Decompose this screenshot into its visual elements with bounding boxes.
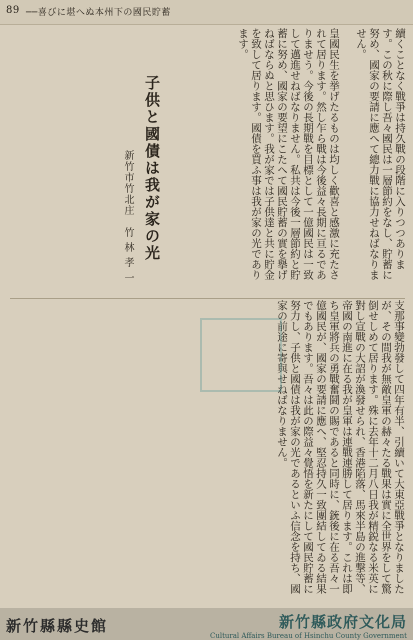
bottom-body-text: 支那事變勃發して四年有半、引續いて大東亞戰爭となりましたが、その間我が無敵皇軍の赫々たる戰果は實に全世界をして驚倒せしめて居ります。殊に去年十二月八日我が精鋭なる米英に對し宣戰の大詔が渙發せられ、香港陷落、馬來半島の進撃等、帝國の南進に在る我が皇軍は連戰連勝して居ります。これは即ち皇軍將兵の勇戰奮鬪の賜であると同時に、銃後に在る吾々一億國民が、國家の要請に應へ、堅忍持久一致團結してゐる結果でもあります。吾々は此の際益々覺悟を新たにして國民貯蓄に努力し、子供と國債は我が家の光であるといふ信念を持ち、國家の前途に寄與せねばなりません。 [276, 300, 405, 594]
page-number: 89 [6, 5, 20, 16]
top-body-text: 皇國民生を挙げたるものは均しく歡喜と感激に充たされて居ります。然し乍ら戰は今後益々長期に亘るでありませう。今後の長期戰を目標として一億國民は一致して邁進せねばなりません。私共は今後一層節約と貯蓄に努め、國家の要望にこたへて國民貯蓄の實を擧げねばならぬと思ひます。我が家では子供達と共に貯金を致して居ります。國債を買ふ事は我が家の光であります。 [237, 28, 340, 280]
running-title: ──喜びに堪へぬ本州下の國民貯蓄 [26, 8, 171, 18]
footer-right-label: 新竹縣政府文化局 [278, 613, 407, 631]
footer-left-label: 新竹縣縣史館 [6, 617, 109, 635]
article-title: 子供と國債は我が家の光 [143, 75, 161, 262]
right-body-text: 續くことなく戰爭は持久戰の段階に入りつつあります。この秋に際し吾々國民は一層節約をなし、貯蓄に努め、國家の要請に應へて總力戰に協力せねばなりません。 [355, 28, 406, 280]
section-divider [10, 298, 405, 299]
footer-right-sublabel: Cultural Affairs Bureau of Hsinchu County Government [209, 632, 407, 640]
right-text-column [342, 28, 406, 298]
page-header [0, 0, 413, 25]
article-byline: 新竹市竹北庄 竹 林 孝 一 [122, 150, 133, 284]
footer-right-logo [210, 611, 407, 640]
archive-stamp [200, 318, 282, 392]
archive-footer [0, 608, 413, 640]
top-text-block [10, 28, 340, 298]
